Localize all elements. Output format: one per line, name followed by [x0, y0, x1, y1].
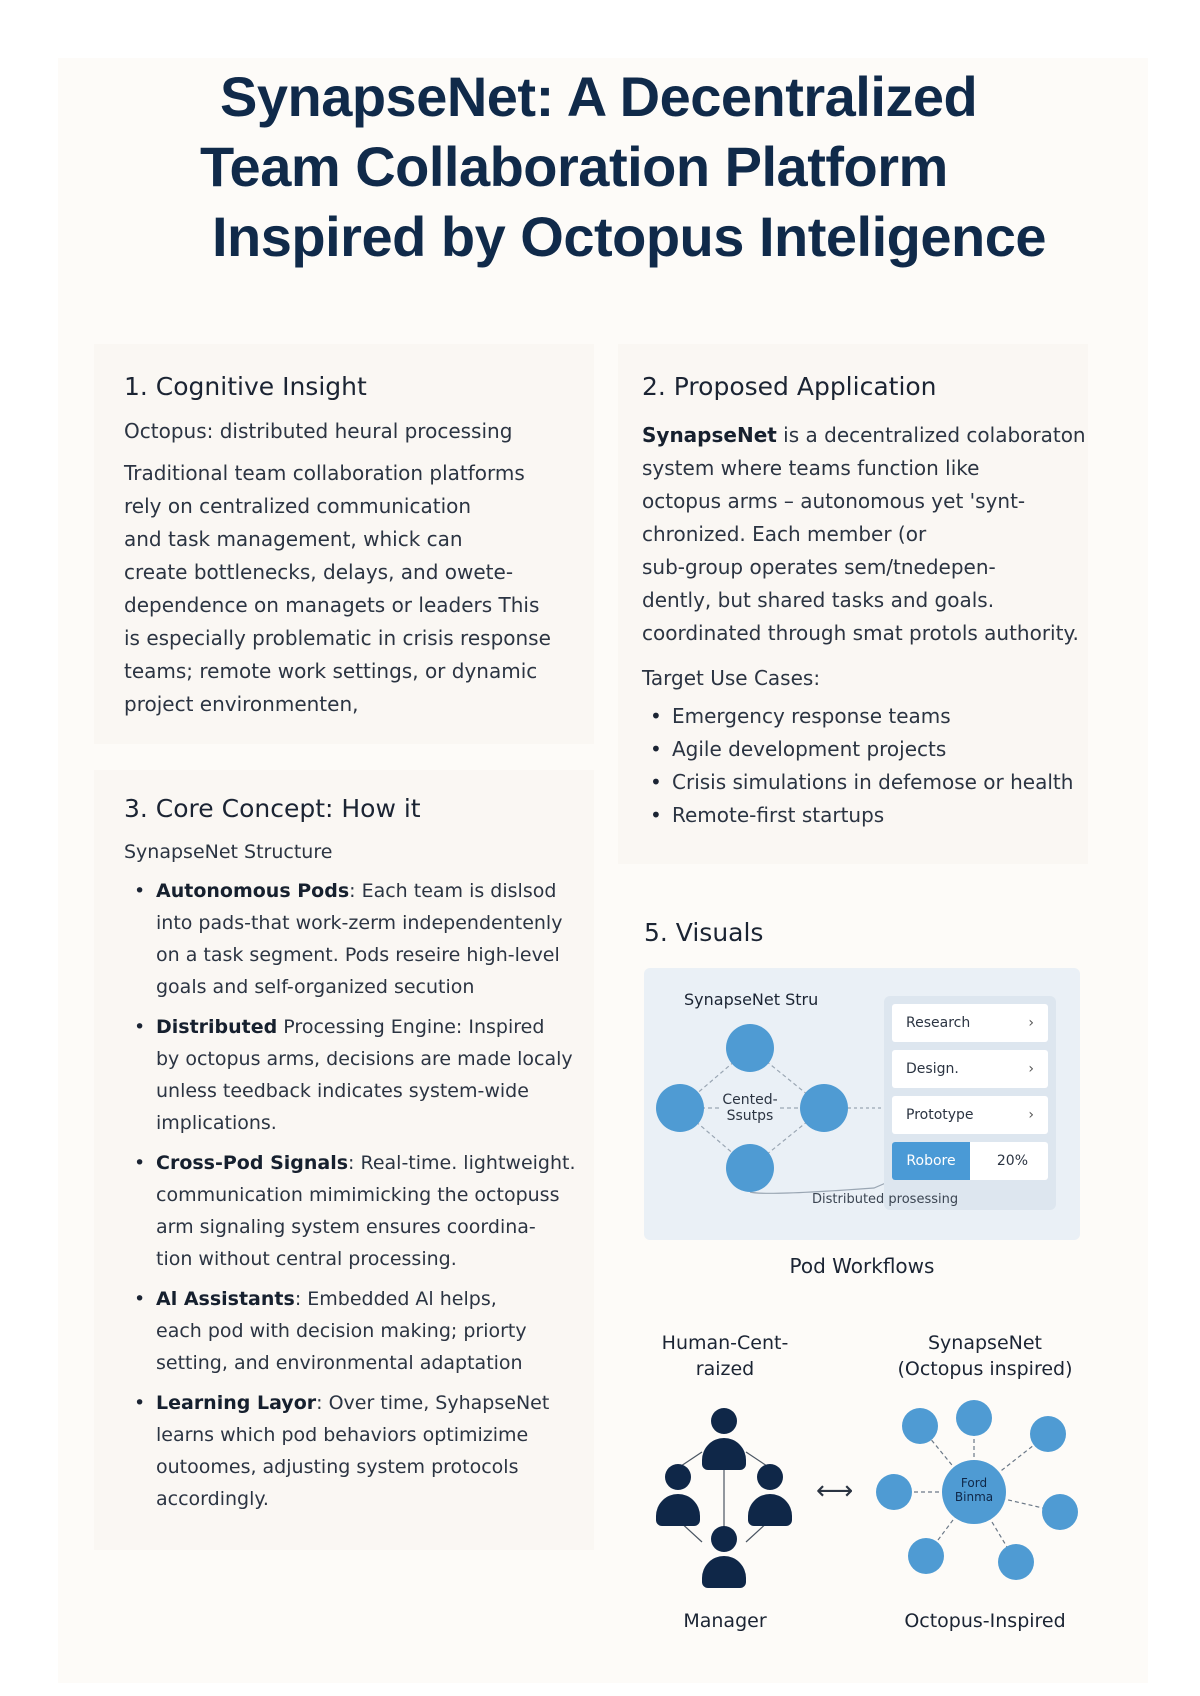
use-case-item: • Remote-first startups: [642, 799, 1088, 832]
person-icon: [698, 1526, 750, 1588]
human-label-line: raized: [695, 1358, 755, 1380]
step-research[interactable]: [892, 1004, 1048, 1042]
use-cases-list: [642, 700, 1088, 832]
core-text: setting, and environmental adaptation: [156, 1352, 523, 1374]
core-text: : Real-time. lightweight.: [348, 1152, 576, 1174]
human-label-line: Human-Cent-: [661, 1332, 789, 1354]
proposed-application-card: [618, 344, 1088, 864]
core-text: Processing Engine: Inspired: [277, 1016, 545, 1038]
application-paragraph: [642, 419, 1088, 650]
core-text: by octopus arms, decisions are made localy: [156, 1048, 573, 1070]
core-list: [124, 875, 594, 1515]
insight-line: dependence on managets or leaders This: [124, 593, 540, 617]
progress-fill: Robore: [892, 1142, 970, 1180]
center-line: Ssutps: [726, 1108, 774, 1124]
insight-paragraph: [124, 457, 594, 721]
application-line: dently, but shared tasks and goals.: [642, 588, 995, 612]
diagram-title: SynapseNet Stru: [684, 990, 819, 1009]
structure-diagram: [644, 968, 1080, 1240]
core-text: : Each team is dislsod: [349, 880, 557, 902]
visuals-heading: 5. Visuals: [644, 918, 764, 947]
person-icon: [698, 1408, 750, 1470]
core-text: implications.: [156, 1112, 277, 1134]
step-prototype[interactable]: [892, 1096, 1048, 1134]
insight-line: is especially problematic in crisis response: [124, 626, 551, 650]
core-concept-card: [94, 770, 594, 1550]
octopus-node: [956, 1400, 992, 1436]
core-item-ai-assistants: [124, 1283, 594, 1379]
core-term: Cross-Pod Signals: [156, 1152, 349, 1174]
step-panel: [884, 996, 1056, 1210]
core-text: tion without central processing.: [156, 1248, 457, 1270]
cognitive-insight-card: [94, 344, 594, 744]
core-text: communication mimimicking the octopuss: [156, 1184, 560, 1206]
application-line: octopus arms – autonomous yet 'synt-: [642, 489, 1026, 513]
chevron-right-icon: ›: [1028, 1015, 1034, 1031]
double-arrow-icon: ⟷: [816, 1476, 854, 1506]
step-label: Design.: [906, 1061, 959, 1077]
core-item-distributed-engine: [124, 1011, 594, 1139]
core-text: learns which pod behaviors optimizime: [156, 1424, 529, 1446]
octopus-node: [1030, 1416, 1066, 1452]
application-line: chronized. Each member (or: [642, 522, 927, 546]
insight-heading: 1. Cognitive Insight: [124, 372, 367, 401]
core-text: arm signaling system ensures coordina-: [156, 1216, 536, 1238]
core-text: accordingly.: [156, 1488, 269, 1510]
chevron-right-icon: ›: [1028, 1061, 1034, 1077]
application-line: [642, 419, 1088, 452]
insight-line: rely on centralized communication: [124, 494, 472, 518]
octopus-node: [998, 1544, 1034, 1580]
hub-label: [942, 1476, 1006, 1504]
application-line: coordinated through smat protols authority.: [642, 621, 1079, 645]
insight-line: teams; remote work settings, or dynamic: [124, 659, 538, 683]
octopus-inspired-label: Octopus-Inspired: [904, 1610, 1066, 1632]
progress-percent: 20%: [996, 1153, 1028, 1169]
core-item-autonomous-pods: [124, 875, 594, 1003]
use-case-item: • Agile development projects: [642, 733, 1088, 766]
application-brand: SynapseNet: [642, 423, 777, 447]
core-text: each pod with decision making; priorty: [156, 1320, 527, 1342]
insight-line: and task management, whick can: [124, 527, 463, 551]
diagram-caption: Distributed prosessing: [812, 1192, 959, 1207]
step-design[interactable]: [892, 1050, 1048, 1088]
core-text: goals and self-organized secution: [156, 976, 475, 998]
insight-line: project environmenten,: [124, 692, 359, 716]
hub-line: Ford: [960, 1476, 988, 1490]
application-line: sub-group operates sem/tnedepen-: [642, 555, 996, 579]
person-icon: [652, 1464, 704, 1526]
pod-node: [726, 1144, 774, 1192]
step-label: Prototype: [906, 1107, 974, 1123]
pod-node: [656, 1084, 704, 1132]
insight-subtitle: Octopus: distributed heural processing: [124, 419, 513, 443]
diagram-center-label: [714, 1092, 786, 1124]
hub-line: Binma: [954, 1490, 994, 1504]
core-term: Learning Layor: [156, 1392, 317, 1414]
core-item-cross-pod-signals: [124, 1147, 594, 1275]
use-case-item: • Emergency response teams: [642, 700, 1088, 733]
pod-node: [800, 1084, 848, 1132]
pod-node: [726, 1024, 774, 1072]
title-line-1: SynapseNet: A Decentralized: [220, 65, 978, 128]
octopus-node: [908, 1538, 944, 1574]
insight-line: Traditional team collaboration platforms: [124, 461, 525, 485]
core-item-learning-layer: [124, 1387, 594, 1515]
synapse-label-line: (Octopus inspired): [897, 1358, 1073, 1380]
core-term: Al Assistants: [156, 1288, 295, 1310]
use-cases-heading: Target Use Cases:: [642, 666, 821, 690]
octopus-node: [876, 1474, 912, 1510]
center-line: Cented-: [722, 1092, 778, 1108]
step-active-progress[interactable]: [892, 1142, 1048, 1180]
application-line-rest: is a decentralized colaboraton: [776, 423, 1086, 447]
octopus-node: [1042, 1494, 1078, 1530]
comparison-diagram: [630, 1330, 1090, 1660]
title-line-2: Team Collaboration Platform: [200, 135, 948, 198]
core-text: outoomes, adjusting system protocols: [156, 1456, 519, 1478]
octopus-node: [902, 1408, 938, 1444]
manager-label: Manager: [683, 1610, 767, 1632]
core-heading: 3. Core Concept: How it: [124, 794, 421, 823]
chevron-right-icon: ›: [1028, 1107, 1034, 1123]
step-label: Research: [906, 1015, 971, 1031]
application-heading: 2. Proposed Application: [642, 372, 937, 401]
core-text: on a task segment. Pods reseire high-level: [156, 944, 560, 966]
core-subtitle: SynapseNet Structure: [124, 841, 333, 863]
pod-workflows-label: Pod Workflows: [789, 1254, 935, 1278]
core-term: Autonomous Pods: [156, 880, 350, 902]
core-text: into pads-that work-zerm independentenly: [156, 912, 563, 934]
use-case-item: • Crisis simulations in defemose or health: [642, 766, 1088, 799]
title-line-3: Inspired by Octopus Inteligence: [212, 205, 1046, 268]
application-line: system where teams function like: [642, 456, 980, 480]
person-icon: [744, 1464, 796, 1526]
core-text: unless teedback indicates system-wide: [156, 1080, 529, 1102]
core-text: : Over time, SyhapseNet: [316, 1392, 550, 1414]
insight-line: create bottlenecks, delays, and owete-: [124, 560, 514, 584]
core-term: Distributed: [156, 1016, 278, 1038]
synapse-label-line: SynapseNet: [928, 1332, 1042, 1354]
page-title: [120, 62, 1100, 272]
core-text: : Embedded Al helps,: [294, 1288, 497, 1310]
